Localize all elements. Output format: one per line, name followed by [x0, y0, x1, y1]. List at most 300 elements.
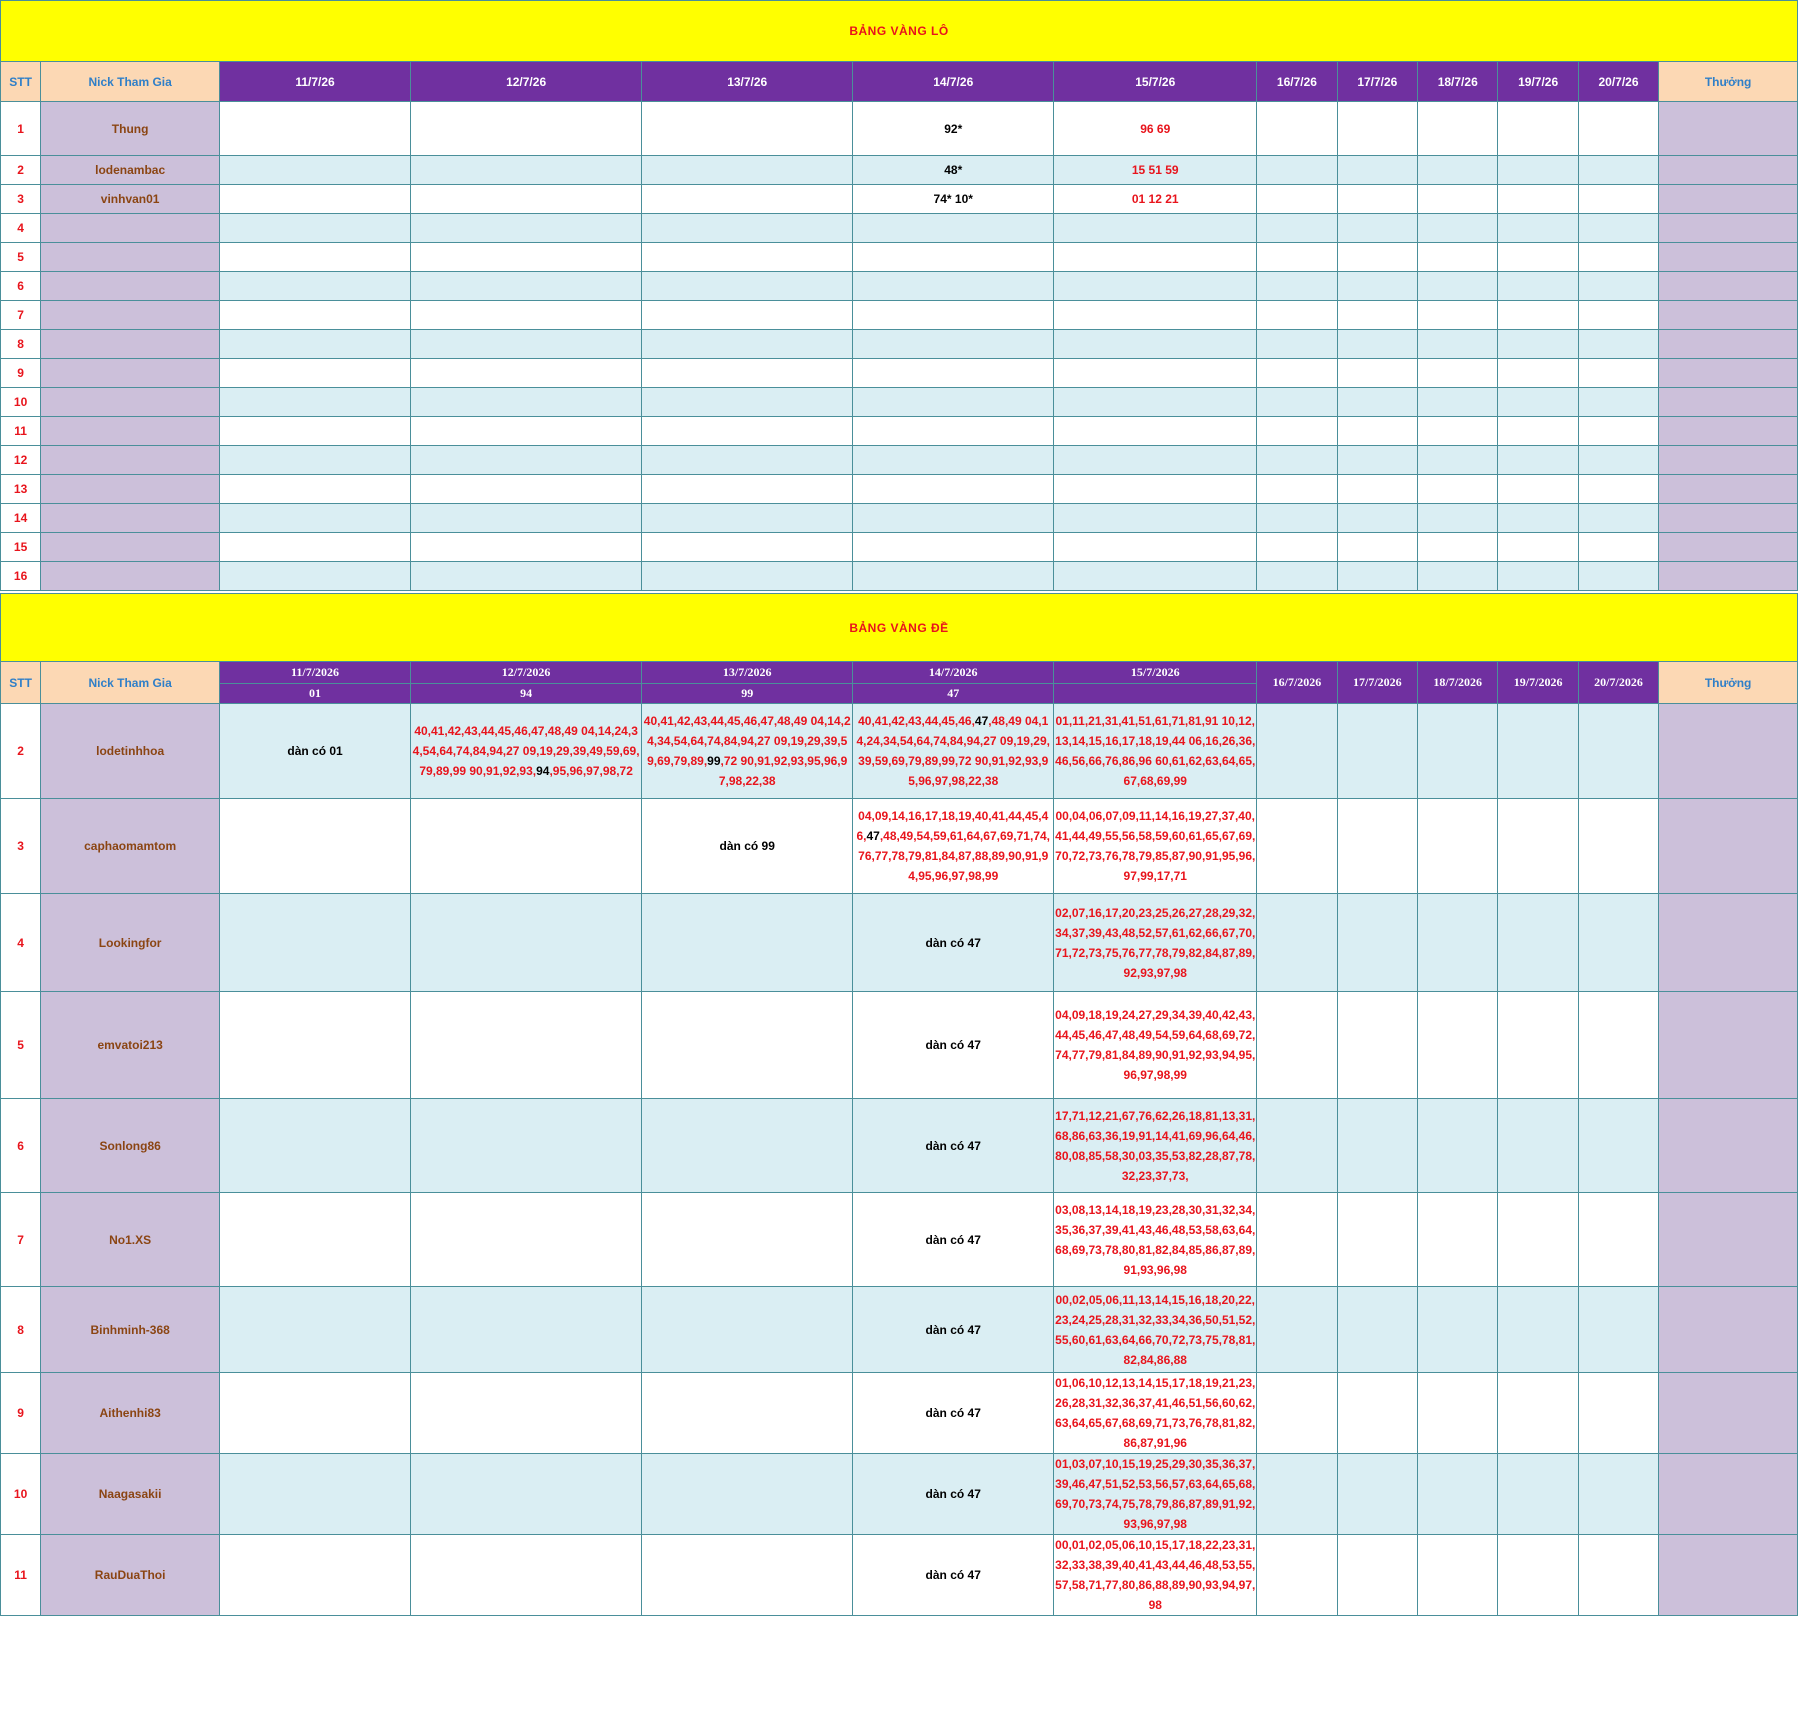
lo-day-cell: [1578, 156, 1658, 185]
lo-day-cell: [1498, 417, 1578, 446]
de-day-cell: [1418, 1535, 1498, 1616]
de-day-cell: [1337, 1193, 1417, 1287]
de-day-cell: [1257, 799, 1337, 894]
de-day-cell: [1498, 1193, 1578, 1287]
lo-day-cell: [642, 388, 853, 417]
de-row: [1, 1373, 1798, 1454]
de-day-cell: [411, 894, 642, 992]
lo-nick-header: Nick Tham Gia: [41, 62, 220, 102]
de-day-cell: [220, 1099, 411, 1193]
lo-day-cell: [1578, 330, 1658, 359]
lo-row: [1, 243, 1798, 272]
de-reward-cell: [1659, 1454, 1798, 1535]
de-nick-cell: Sonlong86: [41, 1099, 220, 1193]
de-day-cell: dàn có 47: [853, 1193, 1054, 1287]
de-day-cell: dàn có 47: [853, 992, 1054, 1099]
lo-day-cell: [642, 504, 853, 533]
lo-stt-cell: 11: [1, 417, 41, 446]
lo-day-cell: [220, 301, 411, 330]
de-numbers: ,72 90,91,92,93,95,96,97,98,22,38: [718, 754, 848, 788]
lo-day-cell: [1257, 272, 1337, 301]
lo-stt-cell: 6: [1, 272, 41, 301]
lo-stt-header: STT: [1, 62, 41, 102]
lo-day-cell: [1578, 504, 1658, 533]
lo-nick-cell: lodenambac: [41, 156, 220, 185]
lo-day-cell: [220, 417, 411, 446]
lo-day-cell: [1257, 214, 1337, 243]
de-row: [1, 704, 1798, 799]
de-reward-cell: [1659, 1535, 1798, 1616]
de-day-cell: [1337, 1287, 1417, 1373]
lo-day-cell: [1578, 243, 1658, 272]
lo-day-cell: [220, 156, 411, 185]
lo-day-cell: [411, 156, 642, 185]
de-date-header: 13/7/2026: [642, 662, 853, 684]
lo-nick-cell: [41, 214, 220, 243]
de-day-cell: [1418, 704, 1498, 799]
de-day-cell: [1578, 1373, 1658, 1454]
lo-day-cell: [411, 102, 642, 156]
de-row: [1, 1287, 1798, 1373]
lo-day-cell: [1337, 185, 1417, 214]
lo-row: [1, 504, 1798, 533]
lo-day-cell: [411, 562, 642, 591]
lo-nick-cell: [41, 359, 220, 388]
lo-day-cell: [1418, 185, 1498, 214]
de-numbers: 04,09,14,16,17,18,19,40,41,44,45,46,: [856, 809, 1049, 843]
lo-day-cell: [220, 388, 411, 417]
lo-row: [1, 272, 1798, 301]
de-nick-cell: emvatoi213: [41, 992, 220, 1099]
lo-reward-cell: [1659, 504, 1798, 533]
de-day-cell: [1257, 704, 1337, 799]
lo-day-cell: [411, 475, 642, 504]
lo-day-cell: [411, 417, 642, 446]
de-day-cell: [1578, 1099, 1658, 1193]
lo-day-cell: 48*: [853, 156, 1054, 185]
lo-day-cell: [1257, 359, 1337, 388]
lo-day-cell: [642, 533, 853, 562]
lo-stt-cell: 13: [1, 475, 41, 504]
lo-reward-header: Thưởng: [1659, 62, 1798, 102]
lo-day-cell: [1418, 272, 1498, 301]
lo-day-cell: [1257, 446, 1337, 475]
de-day-cell: [1337, 799, 1417, 894]
lo-day-cell: [1498, 504, 1578, 533]
de-day-cell: [1498, 704, 1578, 799]
lo-day-cell: [1257, 301, 1337, 330]
lo-date-header: 16/7/26: [1257, 62, 1337, 102]
de-day-cell: [1578, 799, 1658, 894]
de-nick-header: Nick Tham Gia: [41, 662, 220, 704]
lo-date-header: 17/7/26: [1337, 62, 1417, 102]
de-date-header: 14/7/2026: [853, 662, 1054, 684]
lo-nick-cell: [41, 243, 220, 272]
lo-day-cell: [1498, 185, 1578, 214]
lo-stt-cell: 2: [1, 156, 41, 185]
lo-day-cell: [1337, 156, 1417, 185]
lo-day-cell: [1578, 417, 1658, 446]
lo-date-header: 14/7/26: [853, 62, 1054, 102]
lo-day-cell: [1054, 533, 1257, 562]
lo-day-cell: [1418, 243, 1498, 272]
lo-row: [1, 301, 1798, 330]
lo-day-cell: [1257, 330, 1337, 359]
lo-day-cell: [1578, 102, 1658, 156]
de-day-cell: 17,71,12,21,67,76,62,26,18,81,13,31,68,86,63,36,19,91,14,41,69,96,64,46,80,08,85,58,30,03,35,53,82,28,87,78,32,23,37,73,: [1054, 1099, 1257, 1193]
lo-stt-cell: 16: [1, 562, 41, 591]
lo-day-cell: [220, 330, 411, 359]
de-day-cell: [642, 1099, 853, 1193]
lo-stt-cell: 3: [1, 185, 41, 214]
de-day-cell: [1418, 894, 1498, 992]
lo-day-cell: [1257, 243, 1337, 272]
lo-day-cell: [1337, 272, 1417, 301]
lo-nick-cell: vinhvan01: [41, 185, 220, 214]
lo-day-cell: [1054, 417, 1257, 446]
de-day-cell: [1337, 1099, 1417, 1193]
lo-day-cell: [642, 330, 853, 359]
lo-nick-cell: Thung: [41, 102, 220, 156]
de-stt-cell: 11: [1, 1535, 41, 1616]
de-day-cell: [411, 1099, 642, 1193]
lo-reward-cell: [1659, 102, 1798, 156]
de-day-cell: [1257, 992, 1337, 1099]
de-day-cell: [1578, 1287, 1658, 1373]
lo-row: [1, 533, 1798, 562]
de-day-cell: [1257, 1099, 1337, 1193]
lo-day-cell: [1498, 156, 1578, 185]
de-result: 99: [642, 684, 853, 704]
lo-day-cell: [642, 301, 853, 330]
lo-day-cell: [1337, 562, 1417, 591]
lo-nick-cell: [41, 562, 220, 591]
de-day-cell: [1418, 1193, 1498, 1287]
de-day-cell: 00,04,06,07,09,11,14,16,19,27,37,40,41,44,49,55,56,58,59,60,61,65,67,69,70,72,73,76,78,79,85,87,90,91,95,96,97,99,17,71: [1054, 799, 1257, 894]
lo-day-cell: [220, 446, 411, 475]
lo-row: [1, 359, 1798, 388]
lo-day-cell: [1578, 359, 1658, 388]
lo-day-cell: [853, 272, 1054, 301]
de-day-cell: [1257, 1193, 1337, 1287]
lo-day-cell: [1337, 446, 1417, 475]
lo-day-cell: [1257, 504, 1337, 533]
de-day-cell: [642, 1454, 853, 1535]
lo-date-header: 11/7/26: [220, 62, 411, 102]
de-date-header: 20/7/2026: [1578, 662, 1658, 704]
de-title: BẢNG VÀNG ĐỀ: [1, 594, 1798, 662]
lo-day-cell: [853, 359, 1054, 388]
lo-stt-cell: 7: [1, 301, 41, 330]
lo-day-cell: [1498, 446, 1578, 475]
lo-row: [1, 185, 1798, 214]
lo-day-cell: [1418, 301, 1498, 330]
lo-title: BẢNG VÀNG LÔ: [1, 1, 1798, 62]
de-day-cell: [853, 704, 1054, 799]
lo-day-cell: [853, 533, 1054, 562]
de-day-cell: [642, 992, 853, 1099]
de-day-cell: [1498, 992, 1578, 1099]
lo-day-cell: 92*: [853, 102, 1054, 156]
de-day-cell: [411, 1193, 642, 1287]
de-day-cell: dàn có 47: [853, 1454, 1054, 1535]
de-date-header: 16/7/2026: [1257, 662, 1337, 704]
lo-day-cell: [853, 475, 1054, 504]
lo-day-cell: [411, 301, 642, 330]
de-day-cell: 00,01,02,05,06,10,15,17,18,22,23,31,32,33,38,39,40,41,43,44,46,48,53,55,57,58,71,77,80,86,88,89,90,93,94,97,98: [1054, 1535, 1257, 1616]
lo-day-cell: [1257, 156, 1337, 185]
lo-day-cell: [1337, 388, 1417, 417]
lo-nick-cell: [41, 301, 220, 330]
lo-day-cell: [1418, 562, 1498, 591]
lo-day-cell: [411, 185, 642, 214]
de-day-cell: [1418, 1287, 1498, 1373]
de-reward-header: Thưởng: [1659, 662, 1798, 704]
lo-day-cell: [411, 214, 642, 243]
de-day-cell: [642, 1193, 853, 1287]
lo-day-cell: [853, 214, 1054, 243]
de-reward-cell: [1659, 1193, 1798, 1287]
lo-day-cell: [853, 417, 1054, 446]
lo-day-cell: [1337, 243, 1417, 272]
lo-day-cell: [1578, 562, 1658, 591]
de-day-cell: [1498, 1535, 1578, 1616]
lo-day-cell: [1498, 301, 1578, 330]
lo-day-cell: [1054, 301, 1257, 330]
de-day-cell: [220, 799, 411, 894]
de-stt-cell: 4: [1, 894, 41, 992]
de-stt-cell: 8: [1, 1287, 41, 1373]
de-day-cell: [1418, 799, 1498, 894]
lo-stt-cell: 15: [1, 533, 41, 562]
lo-day-cell: [1054, 475, 1257, 504]
de-hit-number: 47: [866, 829, 880, 843]
lo-day-cell: [220, 214, 411, 243]
de-day-cell: [1337, 992, 1417, 1099]
lo-stt-cell: 14: [1, 504, 41, 533]
de-day-cell: 00,02,05,06,11,13,14,15,16,18,20,22,23,24,25,28,31,32,33,34,36,50,51,52,55,60,61,63,64,66,70,72,73,75,78,81,82,84,86,88: [1054, 1287, 1257, 1373]
de-day-cell: [1337, 1373, 1417, 1454]
lo-day-cell: [1418, 388, 1498, 417]
lo-day-cell: [853, 243, 1054, 272]
de-row: [1, 1454, 1798, 1535]
de-numbers: ,48,49 04,14,24,34,54,64,74,84,94,27 09,19,29,39,59,69,79,89,99,72 90,91,92,93,95,96,97,98,22,38: [856, 714, 1050, 788]
lo-day-cell: [853, 562, 1054, 591]
lo-day-cell: [220, 533, 411, 562]
lo-row: [1, 214, 1798, 243]
lo-day-cell: [220, 475, 411, 504]
lo-day-cell: [1054, 214, 1257, 243]
de-row: [1, 992, 1798, 1099]
de-hit-number: 47: [974, 714, 989, 728]
lo-day-cell: [1257, 388, 1337, 417]
lo-day-cell: [220, 562, 411, 591]
de-day-cell: [1498, 894, 1578, 992]
lo-day-cell: [1418, 330, 1498, 359]
lo-day-cell: [1337, 214, 1417, 243]
lo-row: [1, 102, 1798, 156]
lo-row: [1, 156, 1798, 185]
de-day-cell: [642, 894, 853, 992]
de-row: [1, 1099, 1798, 1193]
lo-day-cell: [1257, 185, 1337, 214]
de-day-cell: 01,11,21,31,41,51,61,71,81,91 10,12,13,14,15,16,17,18,19,44 06,16,26,36,46,56,66,76,86,96 60,61,62,63,64,65,67,68,69,99: [1054, 704, 1257, 799]
de-day-cell: [411, 799, 642, 894]
lo-day-cell: [411, 533, 642, 562]
de-nick-cell: caphaomamtom: [41, 799, 220, 894]
lo-day-cell: [220, 359, 411, 388]
lo-date-header: 12/7/26: [411, 62, 642, 102]
lo-day-cell: [220, 272, 411, 301]
lo-day-cell: [1337, 417, 1417, 446]
lo-day-cell: [411, 330, 642, 359]
de-day-cell: dàn có 47: [853, 1099, 1054, 1193]
de-stt-cell: 6: [1, 1099, 41, 1193]
lo-day-cell: [1337, 301, 1417, 330]
de-day-cell: [1257, 1287, 1337, 1373]
de-day-cell: [1498, 1454, 1578, 1535]
lo-day-cell: [1498, 388, 1578, 417]
lo-day-cell: [853, 504, 1054, 533]
de-date-header: 11/7/2026: [220, 662, 411, 684]
lo-stt-cell: 10: [1, 388, 41, 417]
lo-stt-cell: 1: [1, 102, 41, 156]
de-day-cell: [642, 1535, 853, 1616]
de-day-cell: [1498, 1373, 1578, 1454]
de-nick-cell: RauDuaThoi: [41, 1535, 220, 1616]
de-day-cell: [411, 1373, 642, 1454]
lo-day-cell: [1578, 475, 1658, 504]
lo-day-cell: [411, 446, 642, 475]
de-reward-cell: [1659, 704, 1798, 799]
de-reward-cell: [1659, 1373, 1798, 1454]
de-day-cell: [1337, 894, 1417, 992]
de-day-cell: [220, 1193, 411, 1287]
lo-nick-cell: [41, 417, 220, 446]
de-day-cell: [1578, 1535, 1658, 1616]
de-hit-number: 99: [707, 754, 721, 768]
de-row: [1, 799, 1798, 894]
lo-row: [1, 388, 1798, 417]
de-day-cell: [1578, 1193, 1658, 1287]
de-day-cell: [853, 799, 1054, 894]
lo-day-cell: [1578, 214, 1658, 243]
de-date-header: 12/7/2026: [411, 662, 642, 684]
de-day-cell: [1257, 1454, 1337, 1535]
lo-day-cell: [642, 475, 853, 504]
lo-reward-cell: [1659, 243, 1798, 272]
lo-date-header: 15/7/26: [1054, 62, 1257, 102]
lo-day-cell: [1054, 272, 1257, 301]
lo-day-cell: [1054, 359, 1257, 388]
de-day-cell: [1498, 1099, 1578, 1193]
lo-day-cell: [1498, 272, 1578, 301]
de-day-cell: [642, 1287, 853, 1373]
de-day-cell: [220, 1287, 411, 1373]
lo-stt-cell: 4: [1, 214, 41, 243]
de-day-cell: [1498, 1287, 1578, 1373]
de-day-cell: dàn có 47: [853, 1373, 1054, 1454]
lo-day-cell: [853, 330, 1054, 359]
lo-day-cell: [1418, 533, 1498, 562]
lo-day-cell: [1337, 475, 1417, 504]
lo-day-cell: [1337, 102, 1417, 156]
lo-stt-cell: 9: [1, 359, 41, 388]
lo-day-cell: [642, 243, 853, 272]
de-day-cell: [1418, 1454, 1498, 1535]
lo-day-cell: [853, 301, 1054, 330]
lo-reward-cell: [1659, 359, 1798, 388]
lo-day-cell: [1337, 533, 1417, 562]
lo-day-cell: 74* 10*: [853, 185, 1054, 214]
de-numbers: 40,41,42,43,44,45,46,47,48,49 04,14,24,34,54,64,74,84,94,27 09,19,29,39,59,69,79,89,: [643, 714, 851, 768]
de-day-cell: [1418, 992, 1498, 1099]
de-day-cell: [220, 894, 411, 992]
lo-day-cell: [220, 185, 411, 214]
de-day-cell: 04,09,18,19,24,27,29,34,39,40,42,43,44,45,46,47,48,49,54,59,64,68,69,72,74,77,79,81,84,89,90,91,92,93,94,95,96,97,98,99: [1054, 992, 1257, 1099]
de-nick-cell: Binhminh-368: [41, 1287, 220, 1373]
de-stt-cell: 2: [1, 704, 41, 799]
de-reward-cell: [1659, 799, 1798, 894]
lo-reward-cell: [1659, 330, 1798, 359]
de-day-cell: [1257, 894, 1337, 992]
lo-day-cell: [1578, 388, 1658, 417]
lo-day-cell: [1337, 330, 1417, 359]
lo-day-cell: [411, 504, 642, 533]
de-stt-header: STT: [1, 662, 41, 704]
lo-day-cell: [1578, 272, 1658, 301]
de-date-header: 18/7/2026: [1418, 662, 1498, 704]
de-date-header: 17/7/2026: [1337, 662, 1417, 704]
de-numbers: ,95,96,97,98,72: [549, 764, 633, 778]
lo-nick-cell: [41, 504, 220, 533]
lo-day-cell: [411, 388, 642, 417]
de-day-cell: [1578, 894, 1658, 992]
lo-day-cell: [1498, 243, 1578, 272]
lo-day-cell: [1054, 504, 1257, 533]
de-nick-cell: Naagasakii: [41, 1454, 220, 1535]
de-nick-cell: Lookingfor: [41, 894, 220, 992]
lo-day-cell: [1337, 359, 1417, 388]
de-stt-cell: 5: [1, 992, 41, 1099]
de-day-cell: [1578, 992, 1658, 1099]
lo-day-cell: [642, 359, 853, 388]
lo-day-cell: [1418, 504, 1498, 533]
lo-row: [1, 562, 1798, 591]
lo-day-cell: [1257, 533, 1337, 562]
de-day-cell: [220, 1454, 411, 1535]
de-day-cell: [642, 704, 853, 799]
de-stt-cell: 10: [1, 1454, 41, 1535]
de-day-cell: [220, 1373, 411, 1454]
lo-day-cell: [642, 417, 853, 446]
de-row: [1, 894, 1798, 992]
de-numbers: 40,41,42,43,44,45,46,: [858, 714, 975, 728]
de-day-cell: [1418, 1099, 1498, 1193]
lo-day-cell: [642, 102, 853, 156]
de-day-cell: [642, 1373, 853, 1454]
de-result-empty: [1054, 684, 1257, 704]
de-day-cell: [411, 704, 642, 799]
lo-day-cell: [220, 504, 411, 533]
lo-day-cell: [1498, 475, 1578, 504]
lo-row: [1, 417, 1798, 446]
lo-stt-cell: 8: [1, 330, 41, 359]
de-stt-cell: 7: [1, 1193, 41, 1287]
lo-day-cell: [1418, 156, 1498, 185]
de-day-cell: 01,06,10,12,13,14,15,17,18,19,21,23,26,28,31,32,36,37,41,46,51,56,60,62,63,64,65,67,68,69,71,73,76,78,81,82,86,87,91,96: [1054, 1373, 1257, 1454]
lo-reward-cell: [1659, 417, 1798, 446]
